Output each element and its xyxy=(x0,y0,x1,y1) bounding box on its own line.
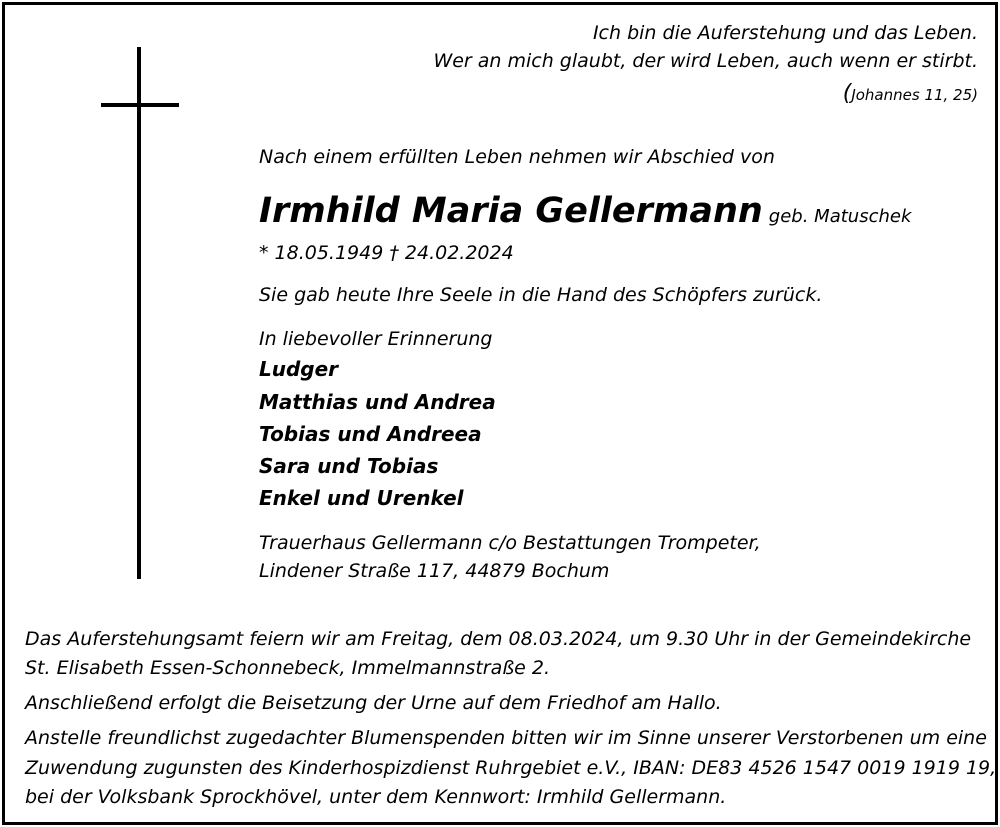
deceased-name-block xyxy=(259,189,911,233)
deceased-name: Irmhild Maria Gellermann xyxy=(259,191,763,231)
mourning-house-line-1: Trauerhaus Gellermann c/o Bestattungen Trompeter, xyxy=(259,532,761,554)
quote-reference xyxy=(843,81,978,108)
mourning-house-line-2: Lindener Straße 117, 44879 Bochum xyxy=(259,560,610,582)
donation-line-3: bei der Volksbank Sprockhövel, unter dem Kennwort: Irmhild Gellermann. xyxy=(25,786,727,808)
quote-reference-text: Johannes 11, 25) xyxy=(851,86,978,104)
family-member: Matthias und Andrea xyxy=(259,390,496,414)
family-member: Sara und Tobias xyxy=(259,454,439,478)
cross-horizontal-bar xyxy=(101,103,179,107)
donation-line-1: Anstelle freundlichst zugedachter Blumenspenden bitten wir im Sinne unserer Verstorbenen um eine xyxy=(25,727,987,749)
service-line-2: St. Elisabeth Essen-Schonnebeck, Immelmannstraße 2. xyxy=(25,657,551,679)
life-dates: * 18.05.1949 † 24.02.2024 xyxy=(259,242,514,264)
family-member: Enkel und Urenkel xyxy=(259,486,464,510)
family-member: Ludger xyxy=(259,357,339,381)
quote-line-1: Ich bin die Auferstehung und das Leben. xyxy=(592,22,978,44)
intro-line: Nach einem erfüllten Leben nehmen wir Abschied von xyxy=(259,146,775,168)
quote-paren: ( xyxy=(842,81,852,106)
quote-line-2: Wer an mich glaubt, der wird Leben, auch wenn er stirbt. xyxy=(433,50,978,72)
burial-line: Anschließend erfolgt die Beisetzung der Urne auf dem Friedhof am Hallo. xyxy=(25,692,722,714)
memory-line: In liebevoller Erinnerung xyxy=(259,328,493,350)
birth-name: geb. Matuschek xyxy=(768,206,912,227)
service-line-1: Das Auferstehungsamt feiern wir am Freitag, dem 08.03.2024, um 9.30 Uhr in der Gemeindekirche xyxy=(25,628,972,650)
donation-line-2: Zuwendung zugunsten des Kinderhospizdienst Ruhrgebiet e.V., IBAN: DE83 4526 1547 0019 1919 19, xyxy=(25,757,997,779)
family-member: Tobias und Andreea xyxy=(259,422,482,446)
soul-line: Sie gab heute Ihre Seele in die Hand des Schöpfers zurück. xyxy=(259,284,823,306)
cross-vertical-bar xyxy=(137,47,141,579)
